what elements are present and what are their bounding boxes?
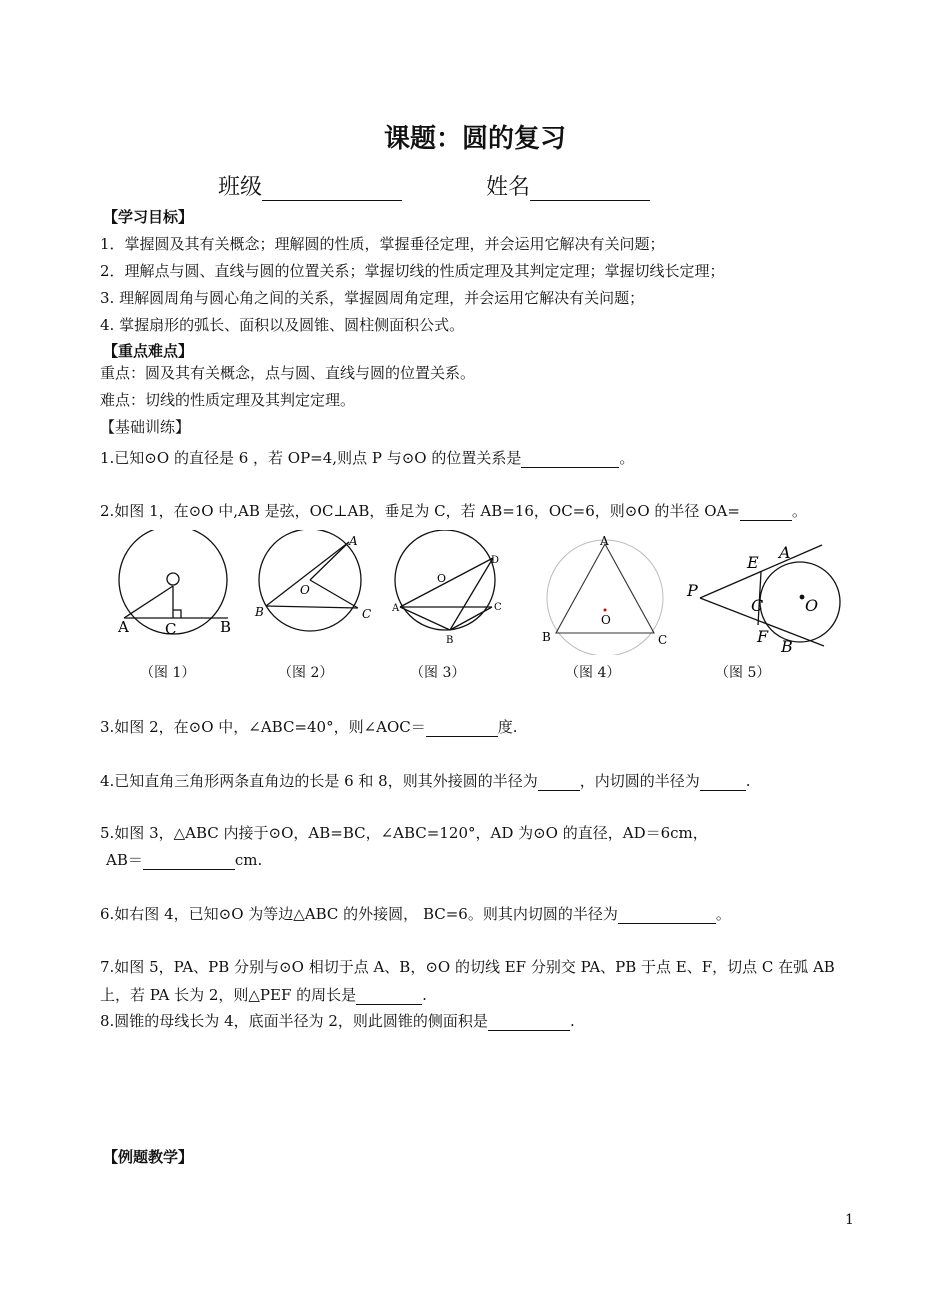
fig1-label-b: B xyxy=(220,618,232,636)
fig2-label-o: O xyxy=(300,583,310,597)
fig5-center-dot xyxy=(800,595,805,600)
fig5-label-f: F xyxy=(757,627,769,646)
fig3-label-a: A xyxy=(392,603,400,614)
caption-fig1: （图 1） xyxy=(140,665,196,681)
fig2-label-a: A xyxy=(349,534,358,548)
question-5-line-2: AB＝ cm. xyxy=(106,851,263,869)
fig3-label-o: O xyxy=(437,572,447,585)
question-1: 1.已知⊙O 的直径是 6 ，若 OP=4,则点 P 与⊙O 的位置关系是 。 xyxy=(100,449,635,467)
class-label: 班级 xyxy=(218,175,263,200)
goal-2: 2．理解点与圆、直线与圆的位置关系；掌握切线的性质定理及其判定定理；掌握切线长定理； xyxy=(100,262,725,280)
fig5-label-p: P xyxy=(687,581,698,600)
fig1-label-c: C xyxy=(165,620,177,638)
fig2-label-c: C xyxy=(362,607,372,621)
question-2: 2.如图 1，在⊙O 中,AB 是弦，OC⊥AB，垂足为 C，若 AB=16，OC=6，则⊙O 的半径 OA= 。 xyxy=(100,502,807,520)
question-3: 3.如图 2，在⊙O 中，∠ABC=40°，则∠AOC＝ 度. xyxy=(100,718,518,736)
class-name-line xyxy=(218,170,650,201)
fig1-label-a: A xyxy=(118,618,129,636)
class-blank xyxy=(262,176,402,201)
section-basic: 【基础训练】 xyxy=(100,418,191,436)
figures-row xyxy=(100,530,860,655)
fig5-label-c: C xyxy=(751,596,764,615)
difficult-point: 难点：切线的性质定理及其判定定理。 xyxy=(100,391,356,409)
question-7-line-1: 7.如图 5，PA、PB 分别与⊙O 相切于点 A、B，⊙O 的切线 EF 分别交 PA、PB 于点 E、F，切点 C 在弧 AB xyxy=(100,958,835,976)
section-examples: 【例题教学】 xyxy=(103,1148,194,1166)
caption-fig3: （图 3） xyxy=(410,665,466,681)
question-8: 8.圆锥的母线长为 4，底面半径为 2，则此圆锥的侧面积是 . xyxy=(100,1012,575,1030)
fig4-label-b: B xyxy=(542,630,551,644)
name-label: 姓名 xyxy=(486,175,531,200)
goal-1: 1．掌握圆及其有关概念；理解圆的性质，掌握垂径定理，并会运用它解决有关问题； xyxy=(100,235,665,253)
caption-fig2: （图 2） xyxy=(278,665,334,681)
fig5-label-e: E xyxy=(747,553,759,572)
question-6: 6.如右图 4，已知⊙O 为等边△ABC 的外接圆， BC=6。则其内切圆的半径为 。 xyxy=(100,905,731,923)
fig3-label-b: B xyxy=(446,635,454,646)
section-goals: 【学习目标】 xyxy=(103,208,194,226)
section-key-points: 【重点难点】 xyxy=(103,342,194,360)
question-5-line-1: 5.如图 3，△ABC 内接于⊙O，AB=BC，∠ABC=120°，AD 为⊙O 的直径，AD＝6cm， xyxy=(100,824,708,842)
fig5-label-b: B xyxy=(781,637,793,655)
goal-3: 3. 理解圆周角与圆心角之间的关系，掌握圆周角定理，并会运用它解决有关问题； xyxy=(100,289,645,307)
question-4: 4.已知直角三角形两条直角边的长是 6 和 8，则其外接圆的半径为 ，内切圆的半径为 . xyxy=(100,772,751,790)
caption-fig4: （图 4） xyxy=(565,665,621,681)
fig3-label-c: C xyxy=(494,602,502,613)
fig2-label-b: B xyxy=(255,605,264,619)
figure-2 xyxy=(259,530,361,631)
fig4-label-c: C xyxy=(658,633,668,647)
page-title: 课题：圆的复习 xyxy=(383,124,566,154)
figure-1 xyxy=(119,530,228,634)
figure-4 xyxy=(547,540,663,655)
page-number: 1 xyxy=(845,1212,854,1228)
fig5-label-a: A xyxy=(779,543,791,562)
fig4-label-o: O xyxy=(601,613,611,627)
goal-4: 4. 掌握扇形的弧长、面积以及圆锥、圆柱侧面积公式。 xyxy=(100,316,465,334)
caption-fig5: （图 5） xyxy=(715,665,771,681)
figure-5 xyxy=(700,545,840,646)
question-7-line-2: 上，若 PA 长为 2，则△PEF 的周长是 . xyxy=(100,986,427,1004)
fig4-label-a: A xyxy=(600,534,609,548)
fig5-label-o: O xyxy=(805,596,819,615)
fig3-label-d: D xyxy=(491,555,500,566)
name-blank xyxy=(530,176,650,201)
key-point: 重点：圆及其有关概念，点与圆、直线与圆的位置关系。 xyxy=(100,364,476,382)
